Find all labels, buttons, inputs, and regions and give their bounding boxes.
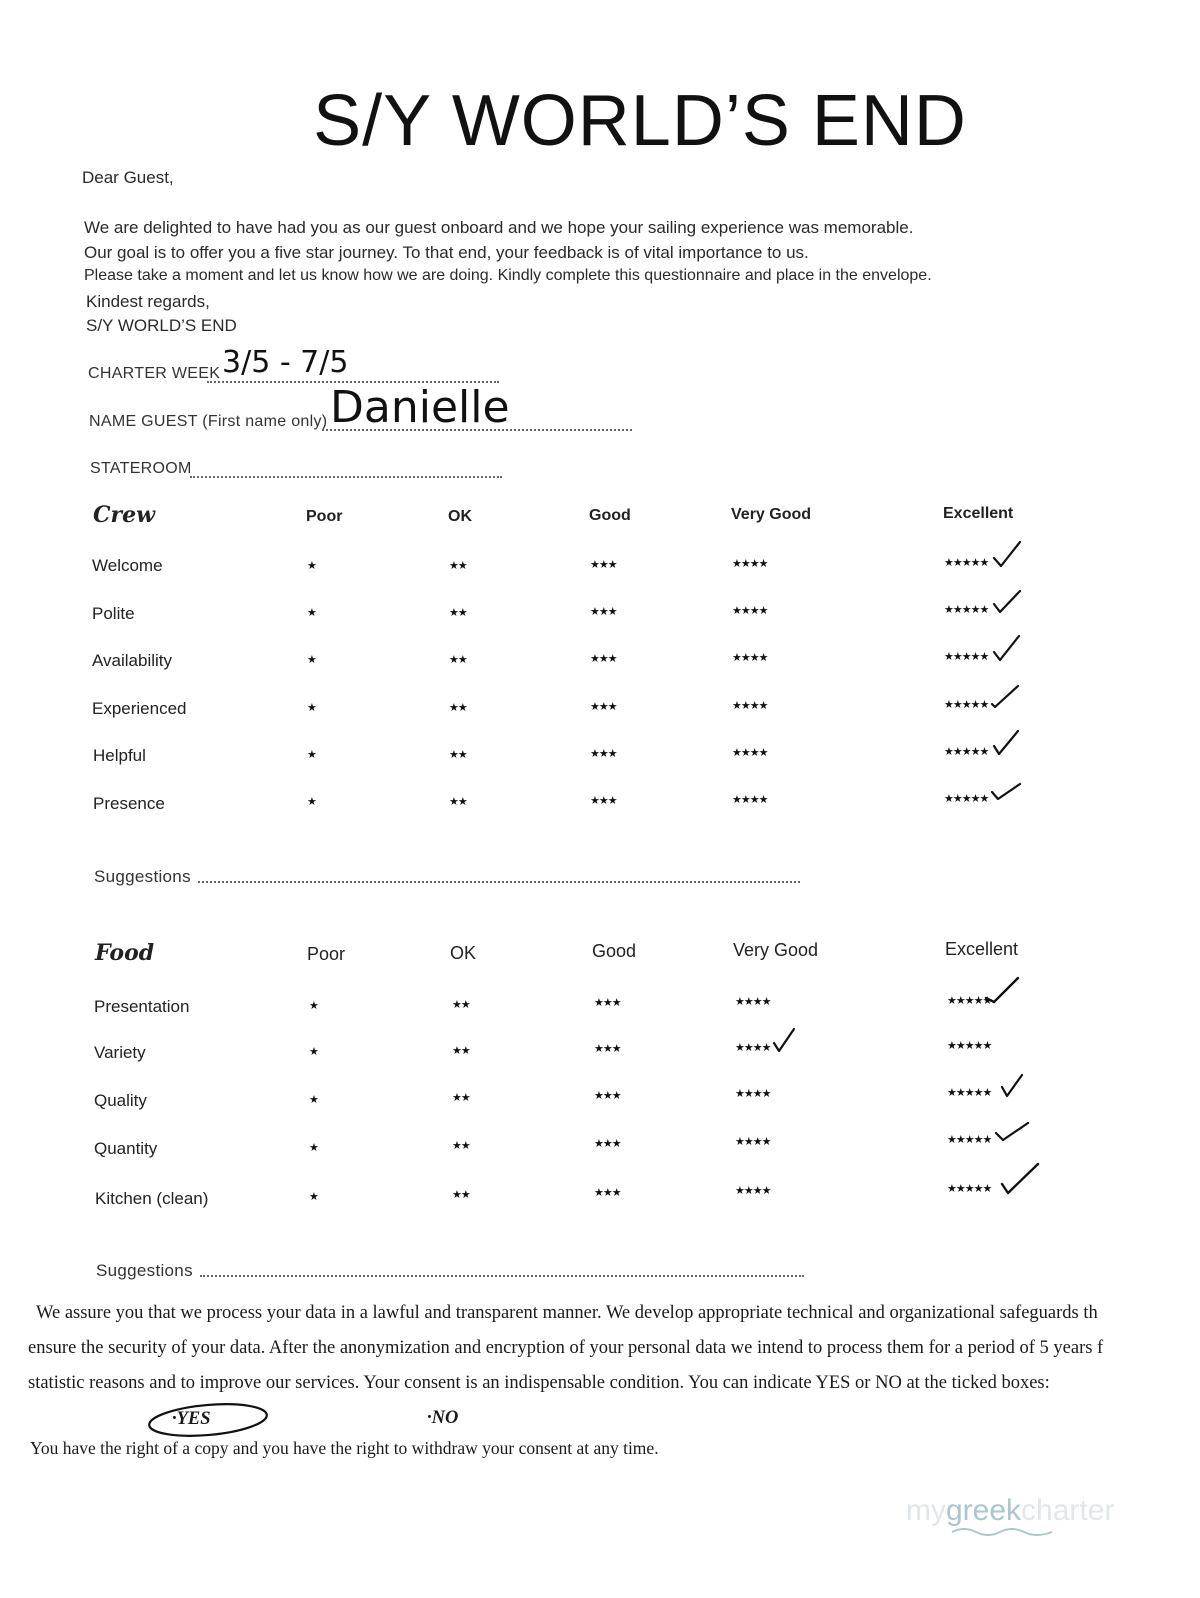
rating-stars[interactable]: ★★: [449, 654, 467, 666]
watermark-logo: [906, 1494, 1114, 1528]
rating-stars[interactable]: ★★: [452, 999, 470, 1011]
crew-suggestions-label: Suggestions: [94, 867, 191, 886]
rating-stars[interactable]: ★★★: [594, 1187, 621, 1199]
crew-row-label: Helpful: [93, 746, 146, 765]
rating-stars[interactable]: ★★★★: [732, 747, 768, 759]
crew-header-good: Good: [589, 507, 631, 524]
food-row-label: Presentation: [94, 997, 190, 1016]
crew-header-very-good: Very Good: [731, 506, 812, 523]
charter-week-label: CHARTER WEEK: [88, 365, 221, 382]
crew-row-label: Welcome: [92, 556, 163, 575]
rating-stars[interactable]: ★★★: [590, 653, 617, 665]
body-line: We are delighted to have had you as our guest onboard and we hope your sailing experience was memorable.: [84, 218, 914, 237]
food-section-title: Food: [95, 940, 155, 966]
rating-stars[interactable]: ★: [309, 1046, 318, 1058]
document-title: S/Y WORLD’S END: [313, 81, 967, 161]
name-guest-value[interactable]: Danielle: [330, 382, 510, 433]
food-header-very-good: Very Good: [733, 940, 819, 960]
rating-stars[interactable]: ★★★: [594, 997, 621, 1009]
rating-stars[interactable]: ★★★★★: [944, 793, 989, 805]
rating-stars[interactable]: ★★: [452, 1189, 470, 1201]
rating-stars[interactable]: ★★★★★: [947, 1183, 992, 1195]
rating-stars[interactable]: ★★★: [590, 701, 617, 713]
watermark-middle: greek: [946, 1494, 1022, 1527]
crew-header-ok: OK: [448, 508, 472, 525]
checkmark-icon: [984, 976, 1020, 1006]
rating-stars[interactable]: ★★★★: [735, 1185, 771, 1197]
rating-stars[interactable]: ★★★★★: [944, 604, 989, 616]
checkmark-icon: [772, 1027, 796, 1055]
rating-stars[interactable]: ★★★: [594, 1043, 621, 1055]
checkmark-icon: [990, 782, 1022, 802]
rating-stars[interactable]: ★★★★★: [944, 746, 989, 758]
rating-stars[interactable]: ★★★★: [732, 605, 768, 617]
crew-header-poor: Poor: [306, 508, 343, 525]
wave-icon: [950, 1526, 1054, 1538]
checkmark-icon: [990, 684, 1020, 710]
body-line: Our goal is to offer you a five star journey. To that end, your feedback is of vital importance to us.: [84, 243, 809, 262]
rating-stars[interactable]: ★★★: [590, 795, 617, 807]
food-row-label: Quantity: [94, 1139, 158, 1158]
crew-row-label: Experienced: [92, 699, 187, 718]
checkmark-icon: [992, 588, 1022, 616]
checkmark-icon: [992, 634, 1022, 664]
rating-stars[interactable]: ★★★: [594, 1138, 621, 1150]
rating-stars[interactable]: ★★: [449, 749, 467, 761]
crew-section-title: Crew: [93, 502, 156, 528]
food-header-ok: OK: [450, 943, 477, 963]
checkmark-icon: [992, 729, 1022, 757]
rating-stars[interactable]: ★★★★★: [944, 651, 989, 663]
rating-stars[interactable]: ★★★: [590, 559, 617, 571]
rating-stars[interactable]: ★★★: [590, 606, 617, 618]
rating-stars[interactable]: ★★★: [594, 1090, 621, 1102]
food-suggestions-line[interactable]: [200, 1275, 804, 1277]
stateroom-underline[interactable]: [190, 476, 502, 478]
rating-stars[interactable]: ★★★★: [732, 558, 768, 570]
rating-stars[interactable]: ★: [309, 1094, 318, 1106]
rating-stars[interactable]: ★★★★: [735, 1088, 771, 1100]
crew-header-excellent: Excellent: [943, 505, 1014, 522]
name-guest-label: NAME GUEST (First name only): [89, 413, 328, 430]
consent-text: We assure you that we process your data in a lawful and transparent manner. We develop appropriate technical and organizational safeguards th: [36, 1303, 1098, 1323]
rating-stars[interactable]: ★★★★: [735, 996, 771, 1008]
food-header-good: Good: [592, 941, 637, 961]
food-row-label: Variety: [94, 1043, 146, 1062]
food-suggestions-label: Suggestions: [96, 1261, 193, 1280]
rating-stars[interactable]: ★: [307, 560, 316, 572]
checkmark-icon: [1000, 1162, 1040, 1196]
yes-circle-mark: [146, 1400, 270, 1440]
rating-stars[interactable]: ★★: [452, 1045, 470, 1057]
rating-stars[interactable]: ★★★★: [735, 1136, 771, 1148]
charter-week-value[interactable]: 3/5 - 7/5: [222, 345, 349, 380]
watermark-left: my: [906, 1494, 946, 1527]
rating-stars[interactable]: ★★★: [590, 748, 617, 760]
food-header-poor: Poor: [307, 944, 346, 964]
rating-stars[interactable]: ★: [307, 702, 316, 714]
consent-yes-option[interactable]: ·YES: [172, 1409, 211, 1429]
rating-stars[interactable]: ★★: [449, 796, 467, 808]
consent-no-option[interactable]: ·NO: [427, 1408, 459, 1428]
consent-text: statistic reasons and to improve our services. Your consent is an indispensable condition. You can indicate YES or NO at the ticked boxes:: [28, 1373, 1050, 1393]
rating-stars[interactable]: ★: [307, 749, 316, 761]
rating-stars[interactable]: ★: [307, 607, 316, 619]
checkmark-icon: [994, 1121, 1030, 1143]
rating-stars[interactable]: ★★★★★: [947, 995, 992, 1007]
rating-stars[interactable]: ★★★★★: [944, 699, 989, 711]
body-line: Kindest regards,: [86, 292, 210, 311]
rating-stars[interactable]: ★★★★★: [947, 1134, 992, 1146]
food-row-label: Quality: [94, 1091, 147, 1110]
signature-line: S/Y WORLD’S END: [86, 316, 237, 335]
rating-stars[interactable]: ★★: [449, 607, 467, 619]
rating-stars[interactable]: ★★★★★: [947, 1040, 992, 1052]
rating-stars[interactable]: ★★★★: [735, 1042, 771, 1054]
rating-stars[interactable]: ★: [307, 796, 316, 808]
rating-stars[interactable]: ★★: [452, 1140, 470, 1152]
crew-suggestions-line[interactable]: [198, 881, 800, 883]
food-row-label: Kitchen (clean): [95, 1189, 209, 1208]
rating-stars[interactable]: ★: [309, 1142, 318, 1154]
body-line: Please take a moment and let us know how we are doing. Kindly complete this questionnaire and place in the envelope.: [84, 267, 932, 284]
checkmark-icon: [1000, 1073, 1024, 1099]
greeting: Dear Guest,: [82, 168, 174, 187]
rating-stars[interactable]: ★★: [452, 1092, 470, 1104]
crew-row-label: Availability: [92, 651, 173, 670]
rating-stars[interactable]: ★★: [449, 702, 467, 714]
rating-stars[interactable]: ★: [309, 1191, 318, 1203]
rating-stars[interactable]: ★★★★★: [944, 557, 989, 569]
consent-footer: You have the right of a copy and you have the right to withdraw your consent at any time.: [30, 1438, 659, 1458]
rating-stars[interactable]: ★★★★: [732, 652, 768, 664]
checkmark-icon: [992, 540, 1022, 570]
stateroom-label: STATEROOM: [90, 460, 192, 477]
consent-text: ensure the security of your data. After the anonymization and encryption of your personal data we intend to process them for a period of 5 years f: [28, 1338, 1104, 1358]
rating-stars[interactable]: ★★★★: [732, 700, 768, 712]
rating-stars[interactable]: ★★: [449, 560, 467, 572]
rating-stars[interactable]: ★: [309, 1000, 318, 1012]
watermark-right: charter: [1021, 1494, 1115, 1527]
crew-row-label: Presence: [93, 794, 165, 813]
food-header-excellent: Excellent: [945, 939, 1019, 959]
rating-stars[interactable]: ★★★★: [732, 794, 768, 806]
rating-stars[interactable]: ★: [307, 654, 316, 666]
rating-stars[interactable]: ★★★★★: [947, 1087, 992, 1099]
crew-row-label: Polite: [92, 604, 135, 623]
